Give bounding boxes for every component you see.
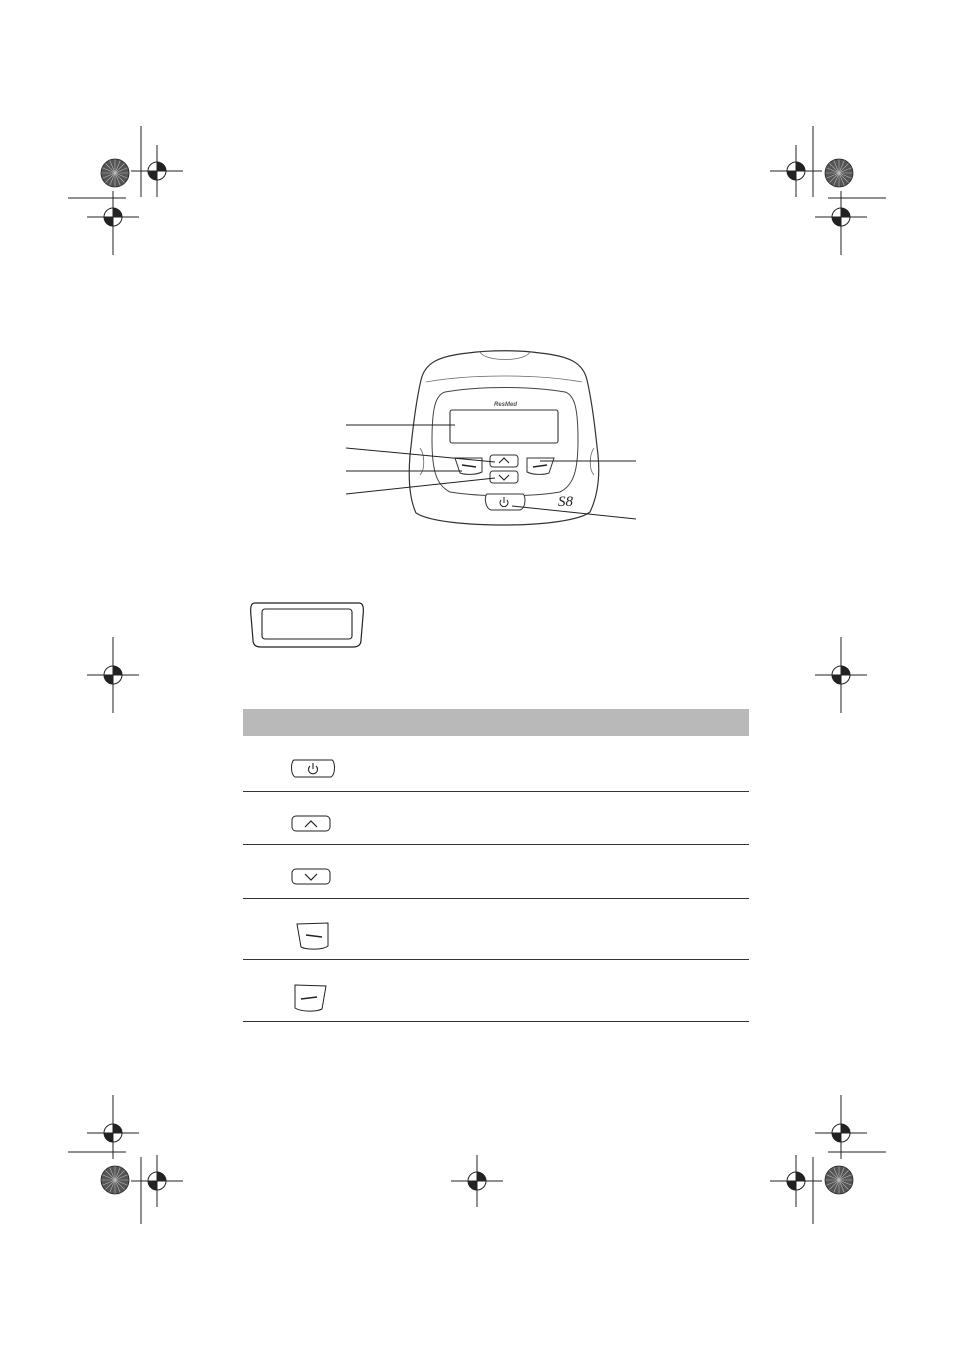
crop-mark-bottom-left bbox=[68, 1095, 183, 1224]
key-table-header bbox=[243, 709, 749, 736]
brand-logo: ResMed bbox=[494, 402, 518, 408]
down-key bbox=[490, 471, 518, 483]
table-row bbox=[243, 736, 749, 792]
left-key-icon bbox=[295, 921, 335, 951]
crop-mark-middle-left bbox=[87, 637, 139, 713]
power-key bbox=[485, 494, 525, 510]
down-key-icon bbox=[291, 867, 335, 887]
crop-mark-middle-right bbox=[815, 637, 867, 713]
up-key-icon bbox=[291, 814, 335, 834]
table-row bbox=[243, 792, 749, 845]
crop-mark-bottom-center bbox=[451, 1155, 503, 1207]
lcd-display bbox=[450, 410, 558, 443]
table-row bbox=[243, 960, 749, 1022]
power-key-icon bbox=[289, 758, 337, 780]
right-key-icon bbox=[293, 983, 333, 1013]
up-key bbox=[490, 455, 518, 467]
table-row bbox=[243, 845, 749, 899]
device-illustration bbox=[345, 345, 645, 535]
model-label: S8 bbox=[558, 494, 573, 510]
table-row bbox=[243, 899, 749, 960]
crop-mark-top-left bbox=[68, 126, 183, 255]
crop-mark-top-right bbox=[770, 126, 886, 255]
lcd-screen-icon bbox=[249, 602, 365, 648]
crop-mark-bottom-right bbox=[770, 1095, 886, 1224]
